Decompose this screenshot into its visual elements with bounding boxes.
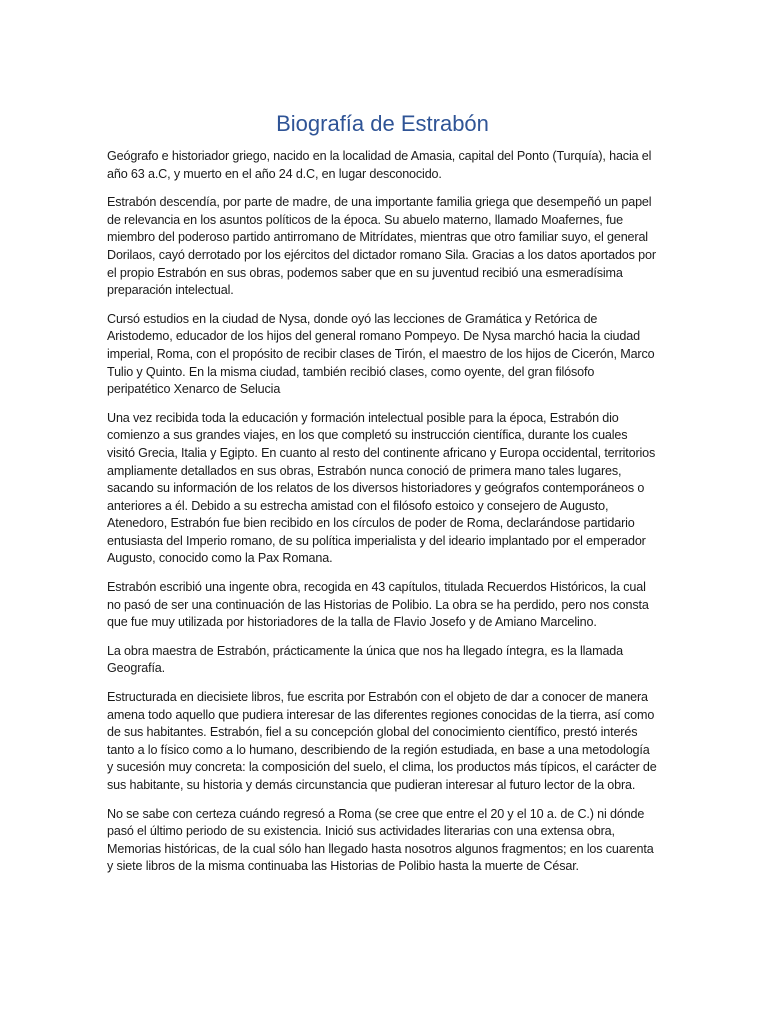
page-title: Biografía de Estrabón xyxy=(276,111,489,136)
paragraph-geography-structure: Estructurada en diecisiete libros, fue escrita por Estrabón con el objeto de dar a conocer de manera amena todo aquello que pudiera interesar de las diferentes regiones conocidas de la tierra, así como de sus habitantes. Estrabón, fiel a su concepción global del conocimiento científico, prestó interés tanto a lo físico como a lo humano, describiendo de la región estudiada, en base a una metodología y sucesión muy concreta: la composición del suelo, el clima, los productos más típicos, el carácter de sus habitante, su historia y demás circunstancia que pudieran interesar al futuro lector de la obra. xyxy=(107,690,657,792)
paragraph-historical-works: Estrabón escribió una ingente obra, recogida en 43 capítulos, titulada Recuerdos Históricos, la cual no pasó de ser una continuación de las Historias de Polibio. La obra se ha perdido, pero nos consta que fue muy utilizada por historiadores de la talla de Flavio Josefo y de Amiano Marcelino. xyxy=(107,580,649,630)
paragraph-family: Estrabón descendía, por parte de madre, de una importante familia griega que desempeñó un papel de relevancia en los asuntos políticos de la época. Su abuelo materno, llamado Moafernes, fue miembro del poderoso partido antirromano de Mitrídates, mientras que otro familiar suyo, el general Dorilaos, cayó derrotado por los ejércitos del dictador romano Sila. Gracias a los datos aportados por el propio Estrabón en sus obras, podemos saber que en su juventud recibió una esmeradísima preparación intelectual. xyxy=(107,195,656,298)
paragraph-studies: Cursó estudios en la ciudad de Nysa, donde oyó las lecciones de Gramática y Retórica de Aristodemo, educador de los hijos del general romano Pompeyo. De Nysa marchó hacia la ciudad imperial, Roma, con el propósito de recibir clases de Tirón, el maestro de los hijos de Cicerón, Marco Tulio y Quinto. En la misma ciudad, también recibió clases, como oyente, del gran filósofo peripatético Xenarco de Selucia xyxy=(107,311,655,397)
paragraph-masterpiece: La obra maestra de Estrabón, prácticamente la única que nos ha llegado íntegra, es la llamada Geografía. xyxy=(107,643,624,676)
paragraph-intro: Geógrafo e historiador griego, nacido en la localidad de Amasia, capital del Ponto (Turquía), hacia el año 63 a.C, y muerto en el año 24 d.C, en lugar desconocido. xyxy=(107,149,652,181)
paragraph-travels: Una vez recibida toda la educación y formación intelectual posible para la época, Estrabón dio comienzo a sus grandes viajes, en los que completó su instrucción científica, durante los cuales visitó Grecia, Italia y Egipto. En cuanto al resto del continente africano y Europa occidental, territorios ampliamente detallados en sus obras, Estrabón nunca conoció de primera mano tales lugares, sacando su información de los relatos de los diversos historiadores y geógrafos contemporáneos o anteriores a él. Debido a su estrecha amistad con el filósofo estoico y consejero de Augusto, Atenedoro, Estrabón fue bien recibido en los círculos de poder de Roma, declarándose partidario entusiasta del Imperio romano, de su política imperialista y del ideario implantado por el emperador Augusto, conocido como la Pax Romana. xyxy=(107,410,656,566)
paragraph-final-years: No se sabe con certeza cuándo regresó a Roma (se cree que entre el 20 y el 10 a. de C.) ni dónde pasó el último periodo de su existencia. Inició sus actividades literarias con una extensa obra, Memorias históricas, de la cual sólo han llegado hasta nosotros algunos fragmentos; en los cuarenta y siete libros de la misma continuaba las Historias de Polibio hasta la muerte de César. xyxy=(107,806,654,874)
